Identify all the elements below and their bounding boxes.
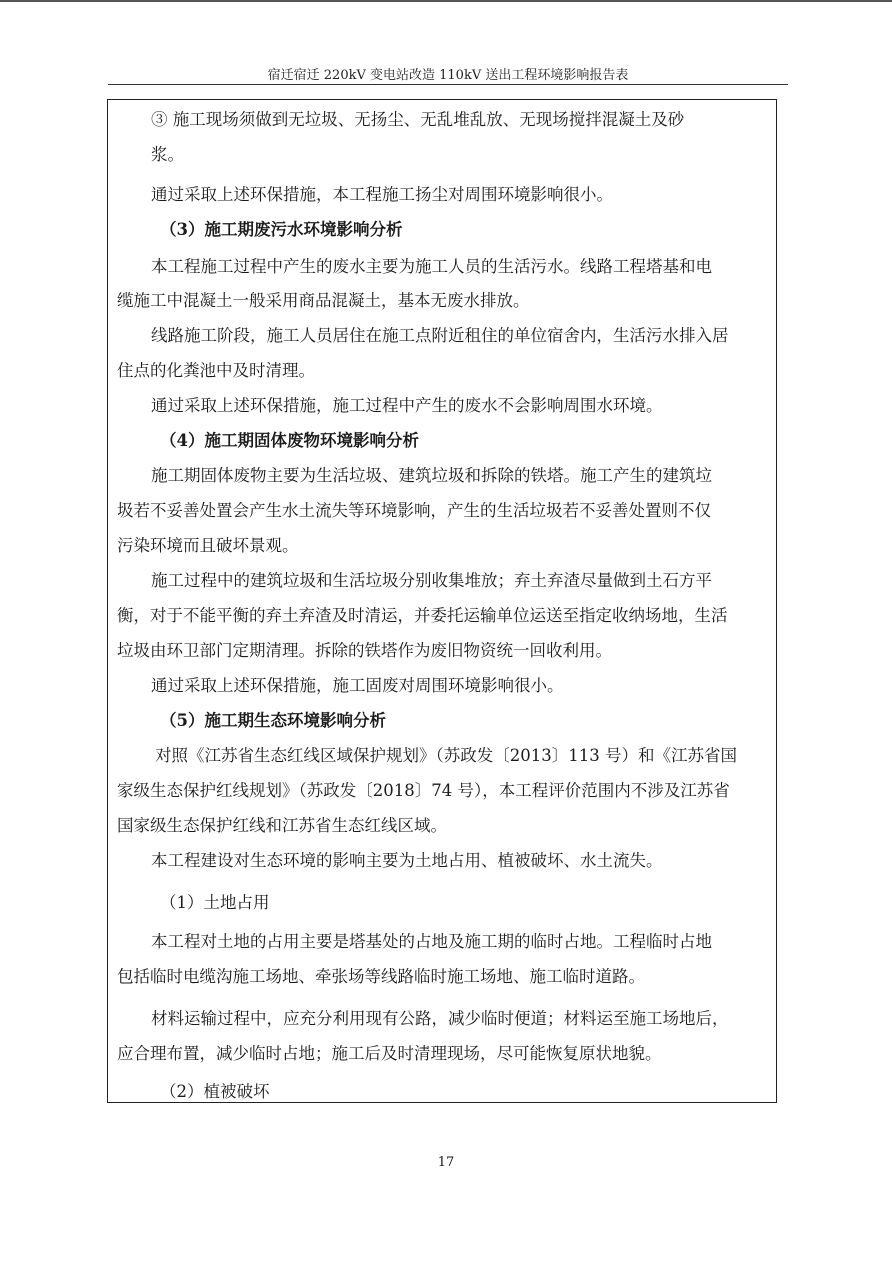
text-line: 本工程对土地的占用主要是塔基处的占地及施工期的临时占地。工程临时占地: [151, 932, 712, 951]
section-heading: （3）施工期废污水环境影响分析: [160, 220, 403, 239]
text-line: 施工过程中的建筑垃圾和生活垃圾分别收集堆放；弃土弃渣尽量做到土石方平: [151, 571, 712, 590]
text-line: 浆。: [151, 145, 184, 164]
text-line: 国家级生态保护红线和江苏省生态红线区域。: [117, 816, 447, 835]
subsection-heading: （2）植被破坏: [160, 1082, 270, 1101]
page-top-border: [0, 0, 892, 2]
section-heading: （5）施工期生态环境影响分析: [160, 711, 386, 730]
page-number: 17: [437, 1155, 455, 1170]
text-line: 本工程施工过程中产生的废水主要为施工人员的生活污水。线路工程塔基和电: [151, 257, 712, 276]
page-header: 宿迁宿迁 220kV 变电站改造 110kV 送出工程环境影响报告表: [267, 68, 629, 83]
content-box: [107, 99, 777, 1103]
text-line: 线路施工阶段，施工人员居住在施工点附近租住的单位宿舍内，生活污水排入居: [151, 326, 729, 345]
text-line: 应合理布置，减少临时占地；施工后及时清理现场，尽可能恢复原状地貌。: [117, 1044, 662, 1063]
text-line: 对照《江苏省生态红线区域保护规划》（苏政发〔2013〕113 号）和《江苏省国: [155, 746, 737, 765]
text-line: 通过采取上述环保措施，施工固废对周围环境影响很小。: [151, 676, 564, 695]
text-line: ③ 施工现场须做到无垃圾、无扬尘、无乱堆乱放、无现场搅拌混凝土及砂: [151, 110, 685, 129]
header-rule: [108, 84, 788, 85]
text-line: 施工期固体废物主要为生活垃圾、建筑垃圾和拆除的铁塔。施工产生的建筑垃: [151, 466, 712, 485]
text-line: 本工程建设对生态环境的影响主要为土地占用、植被破坏、水土流失。: [151, 851, 663, 870]
text-line: 住点的化粪池中及时清理。: [117, 361, 315, 380]
text-line: 缆施工中混凝土一般采用商品混凝土，基本无废水排放。: [117, 291, 530, 310]
text-line: 包括临时电缆沟施工场地、牵张场等线路临时施工场地、施工临时道路。: [117, 967, 645, 986]
text-line: 通过采取上述环保措施，施工过程中产生的废水不会影响周围水环境。: [151, 396, 663, 415]
text-line: 污染环境而且破坏景观。: [117, 536, 299, 555]
text-line: 材料运输过程中，应充分利用现有公路，减少临时便道；材料运至施工场地后，: [151, 1009, 729, 1028]
section-heading: （4）施工期固体废物环境影响分析: [160, 431, 419, 450]
subsection-heading: （1）土地占用: [160, 893, 270, 912]
text-line: 圾若不妥善处置会产生水土流失等环境影响，产生的生活垃圾若不妥善处置则不仅: [117, 501, 711, 520]
text-line: 通过采取上述环保措施，本工程施工扬尘对周围环境影响很小。: [151, 185, 613, 204]
text-line: 家级生态保护红线规划》（苏政发〔2018〕74 号），本工程评价范围内不涉及江苏省: [117, 781, 730, 800]
text-line: 衡，对于不能平衡的弃土弃渣及时清运，并委托运输单位运送至指定收纳场地，生活: [117, 606, 728, 625]
text-line: 垃圾由环卫部门定期清理。拆除的铁塔作为废旧物资统一回收利用。: [117, 641, 612, 660]
